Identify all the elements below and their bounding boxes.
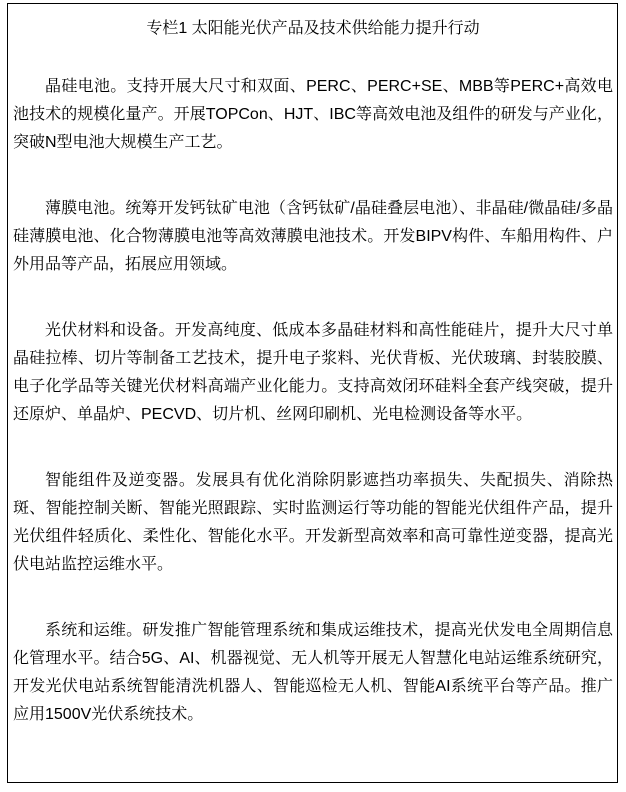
paragraph-pv-materials-equipment: 光伏材料和设备。开发高纯度、低成本多晶硅材料和高性能硅片，提升大尺寸单晶硅拉棒、切片等制备工艺技术，提升电子浆料、光伏背板、光伏玻璃、封装胶膜、电子化学品等关键光伏材料高端产业化能力。支持高效闭环硅料全套产线突破，提升还原炉、单晶炉、PECVD、切片机、丝网印刷机、光电检测设备等水平。: [13, 322, 613, 423]
document-border-box: [7, 3, 618, 783]
paragraph-systems-operations: 系统和运维。研发推广智能管理系统和集成运维技术，提高光伏发电全周期信息化管理水平。结合5G、AI、机器视觉、无人机等开展无人智慧化电站运维系统研究，开发光伏电站系统智能清洗机器人、智能巡检无人机、智能AI系统平台等产品。推广应用1500V光伏系统技术。: [13, 622, 613, 723]
paragraph-crystalline-silicon-cells: 晶硅电池。支持开展大尺寸和双面、PERC、PERC+SE、MBB等PERC+高效电池技术的规模化量产。开展TOPCon、HJT、IBC等高效电池及组件的研发与产业化，突破N型电池大规模生产工艺。: [13, 78, 613, 151]
paragraph-thin-film-cells: 薄膜电池。统筹开发钙钛矿电池（含钙钛矿/晶硅叠层电池）、非晶硅/微晶硅/多晶硅薄膜电池、化合物薄膜电池等高效薄膜电池技术。开发BIPV构件、车船用构件、户外用品等产品，拓展应用领域。: [13, 200, 613, 273]
paragraph-smart-modules-inverters: 智能组件及逆变器。发展具有优化消除阴影遮挡功率损失、失配损失、消除热斑、智能控制关断、智能光照跟踪、实时监测运行等功能的智能光伏组件产品，提升光伏组件轻质化、柔性化、智能化水平。开发新型高效率和高可靠性逆变器，提高光伏电站监控运维水平。: [13, 472, 613, 573]
column-title: 专栏1 太阳能光伏产品及技术供给能力提升行动: [146, 20, 480, 37]
